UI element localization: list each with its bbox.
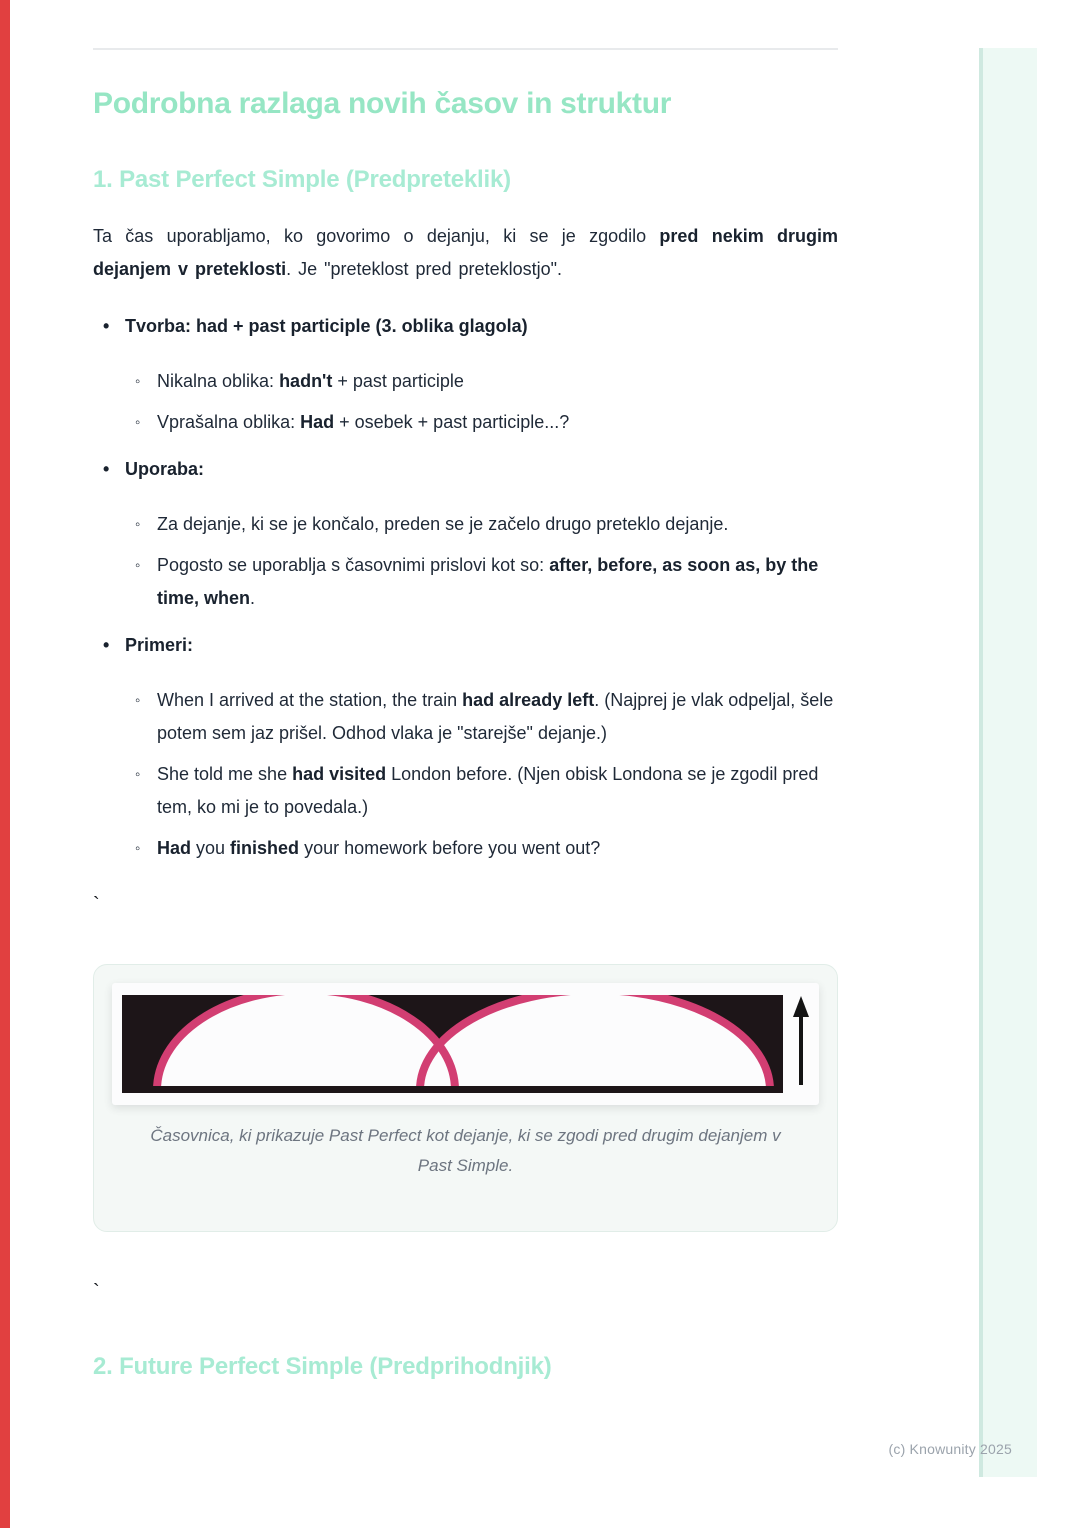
left-red-strip: [0, 0, 10, 1528]
list-item-text: When I arrived at the station, the train had already left. (Najprej je vlak odpeljal, šele potem sem jaz prišel. Odhod vlaka je "starejše" dejanje.): [157, 690, 834, 743]
bullet-list: [93, 310, 838, 865]
list-item: [93, 549, 838, 615]
bullet-icon: ◦: [135, 692, 141, 709]
timeline-graphic: [122, 995, 783, 1093]
bullet-icon: ◦: [135, 373, 141, 390]
list-item-text: Vprašalna oblika: Had + osebek + past participle...?: [157, 412, 570, 432]
copyright-footer: (c) Knowunity 2025: [888, 1441, 1012, 1457]
bullet-icon: ◦: [135, 557, 141, 574]
section-2-heading: 2. Future Perfect Simple (Predprihodnjik): [93, 1353, 552, 1380]
up-arrow-icon: [783, 995, 819, 1093]
bullet-icon: ◦: [135, 766, 141, 783]
list-item: [93, 508, 838, 541]
list-item-text: Primeri:: [125, 635, 194, 655]
intro-paragraph: Ta čas uporabljamo, ko govorimo o dejanju, ki se je zgodilo pred nekim drugim dejanjem v preteklosti. Je "preteklost pred preteklostjo".: [93, 226, 839, 279]
timeline-figure-panel: [93, 964, 838, 1232]
bullet-icon: ◦: [135, 516, 141, 533]
list-item: [93, 629, 838, 662]
bullet-icon: •: [103, 635, 110, 655]
list-item: [93, 365, 838, 398]
stray-backtick-1: `: [93, 894, 100, 916]
list-item: [93, 406, 838, 439]
bullet-icon: ◦: [135, 414, 141, 431]
list-item-text: Tvorba: had + past participle (3. oblika glagola): [125, 316, 528, 336]
right-mint-strip: [979, 48, 1037, 1477]
top-divider: [93, 48, 838, 50]
list-item-text: Had you finished your homework before you went out?: [157, 838, 601, 858]
bullet-icon: •: [103, 316, 110, 336]
list-item-text: She told me she had visited London before. (Njen obisk Londona se je zgodil pred tem, ko mi je to povedala.): [157, 764, 819, 817]
list-item: [93, 684, 838, 750]
section-1-heading: 1. Past Perfect Simple (Predpreteklik): [93, 166, 511, 193]
list-item-text: Uporaba:: [125, 459, 205, 479]
list-item: [93, 832, 838, 865]
bullet-icon: •: [103, 459, 110, 479]
bullet-icon: ◦: [135, 840, 141, 857]
timeline-image: [112, 983, 819, 1105]
content-column: [93, 0, 838, 1381]
list-item: [93, 310, 838, 343]
stray-backtick-2: `: [93, 1281, 100, 1303]
list-item-text: Pogosto se uporablja s časovnimi prislovi kot so: after, before, as soon as, by the time, when.: [157, 555, 819, 608]
list-item: [93, 453, 838, 486]
page-title: Podrobna razlaga novih časov in struktur: [93, 87, 672, 120]
list-item-text: Za dejanje, ki se je končalo, preden se je začelo drugo preteklo dejanje.: [157, 514, 729, 534]
figure-caption: Časovnica, ki prikazuje Past Perfect kot dejanje, ki se zgodi pred drugim dejanjem v Past Simple.: [150, 1126, 781, 1175]
list-item: [93, 758, 838, 824]
list-item-text: Nikalna oblika: hadn't + past participle: [157, 371, 464, 391]
